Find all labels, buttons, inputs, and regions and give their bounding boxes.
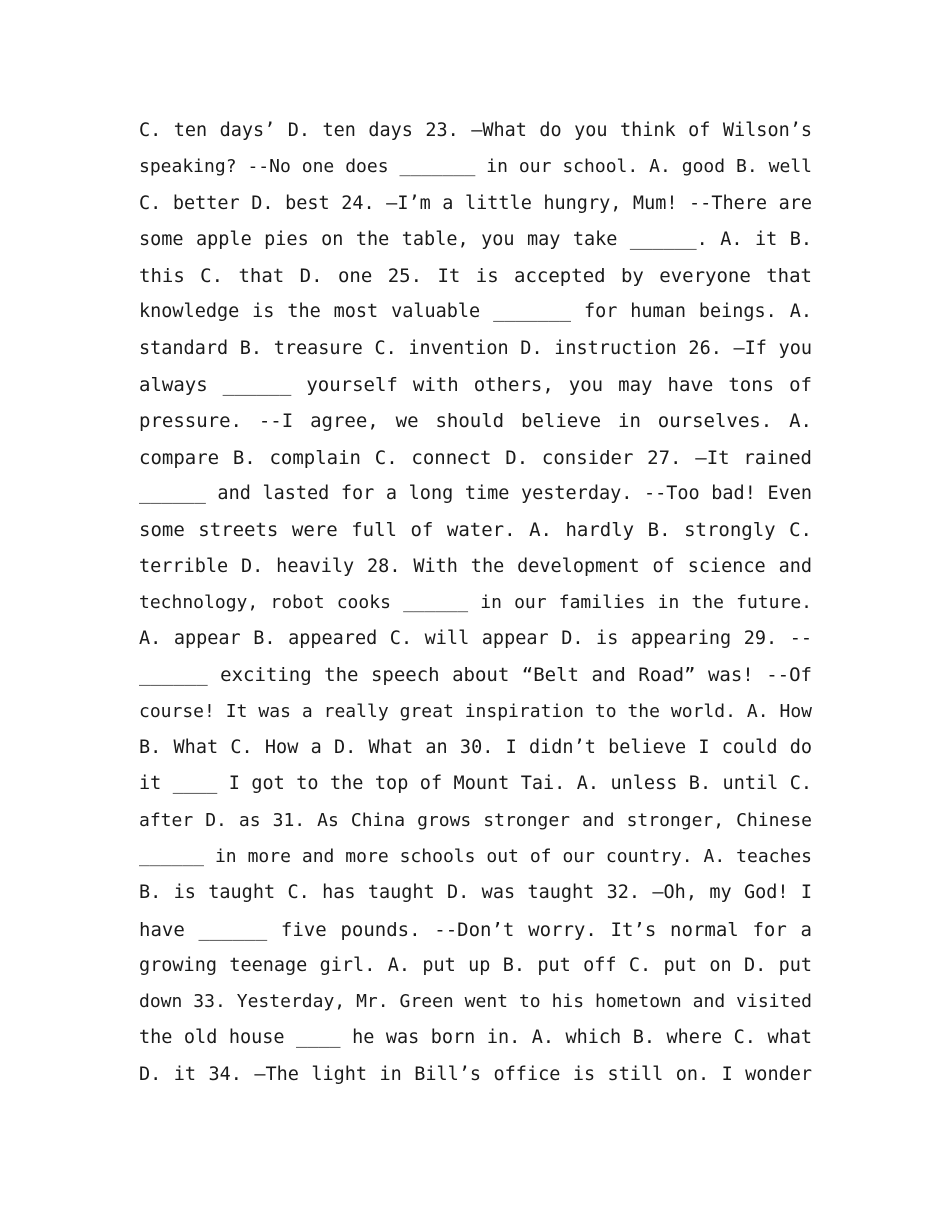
text-line: A. appear B. appeared C. will appear D. is appearing 29. -- xyxy=(139,628,812,650)
text-line: speaking? --No one does _______ in our school. A. good B. well xyxy=(139,156,812,178)
text-line: terrible D. heavily 28. With the development of science and xyxy=(139,555,812,577)
text-line: knowledge is the most valuable _______ for human beings. A. xyxy=(139,301,812,323)
text-line: some streets were full of water. A. hardly B. strongly C. xyxy=(139,519,812,542)
text-line: C. better D. best 24. –I’m a little hungry, Mum! --There are xyxy=(139,192,812,214)
text-line: have ______ five pounds. --Don’t worry. It’s normal for a xyxy=(139,918,812,941)
text-line: course! It was a really great inspiration to the world. A. How xyxy=(139,700,812,722)
text-line: always ______ yourself with others, you may have tons of xyxy=(139,374,812,397)
text-line: standard B. treasure C. invention D. instruction 26. –If you xyxy=(139,337,812,359)
text-line: B. is taught C. has taught D. was taught 32. –Oh, my God! I xyxy=(139,882,812,904)
text-line: growing teenage girl. A. put up B. put off C. put on D. put xyxy=(139,954,812,976)
text-line: ______ and lasted for a long time yesterday. --Too bad! Even xyxy=(139,482,812,504)
body-text xyxy=(139,113,812,1093)
text-line: C. ten days’ D. ten days 23. –What do you think of Wilson’s xyxy=(139,120,812,141)
text-line: compare B. complain C. connect D. consider 27. –It rained xyxy=(139,446,812,469)
text-line: ______ exciting the speech about “Belt and Road” was! --Of xyxy=(139,664,812,687)
text-line: down 33. Yesterday, Mr. Green went to his hometown and visited xyxy=(139,991,812,1013)
text-line: this C. that D. one 25. It is accepted by everyone that xyxy=(139,265,812,288)
text-line: pressure. --I agree, we should believe in ourselves. A. xyxy=(139,410,812,433)
text-line: after D. as 31. As China grows stronger and stronger, Chinese xyxy=(139,809,812,831)
text-line: technology, robot cooks ______ in our families in the future. xyxy=(139,591,812,613)
text-line: ______ in more and more schools out of our country. A. teaches xyxy=(139,845,812,867)
text-line: it ____ I got to the top of Mount Tai. A. unless B. until C. xyxy=(139,773,812,795)
text-line: B. What C. How a D. What an 30. I didn’t believe I could do xyxy=(139,737,812,759)
text-line: D. it 34. –The light in Bill’s office is still on. I wonder xyxy=(139,1063,812,1085)
text-line: the old house ____ he was born in. A. which B. where C. what xyxy=(139,1027,812,1049)
text-line: some apple pies on the table, you may take ______. A. it B. xyxy=(139,228,812,250)
